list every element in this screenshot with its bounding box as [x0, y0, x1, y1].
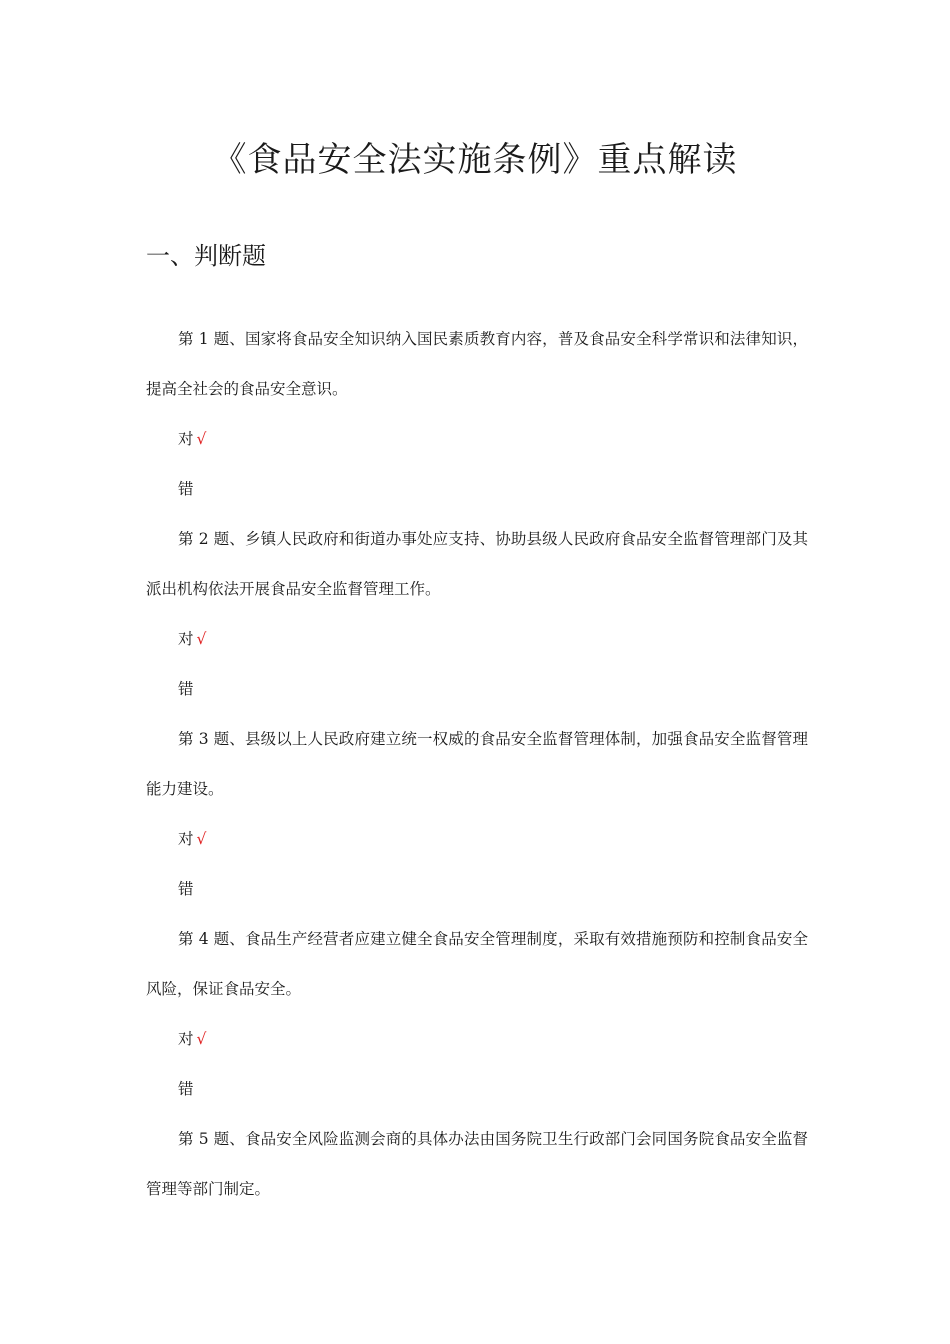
answer-option: [146, 664, 808, 714]
question-number: 第 1 题、: [178, 330, 245, 348]
question-item: [146, 514, 808, 714]
answer-option: [146, 1014, 808, 1064]
answer-option: [146, 464, 808, 514]
question-text-block: [146, 714, 808, 814]
question-text: 县级以上人民政府建立统一权威的食品安全监督管理体制，加强食品安全监督管理能力建设。: [146, 730, 808, 798]
answer-option-label: 错: [178, 1080, 194, 1098]
question-list: [146, 314, 808, 1214]
answer-option: [146, 414, 808, 464]
question-number: 第 5 题、: [178, 1130, 245, 1148]
question-item: [146, 714, 808, 914]
question-text-block: [146, 314, 808, 414]
question-text: 乡镇人民政府和街道办事处应支持、协助县级人民政府食品安全监督管理部门及其派出机构依法开展食品安全监督管理工作。: [146, 530, 808, 598]
answer-option-label: 错: [178, 480, 194, 498]
question-text-block: [146, 914, 808, 1014]
correct-check-icon: √: [196, 630, 207, 648]
question-text: 食品生产经营者应建立健全食品安全管理制度，采取有效措施预防和控制食品安全风险，保证食品安全。: [146, 930, 808, 998]
answer-option: [146, 614, 808, 664]
correct-check-icon: √: [196, 430, 207, 448]
answer-option-label: 对: [178, 830, 194, 848]
question-number: 第 4 题、: [178, 930, 245, 948]
question-number: 第 3 题、: [178, 730, 245, 748]
section-heading: 一、判断题: [146, 242, 266, 270]
question-text: 国家将食品安全知识纳入国民素质教育内容，普及食品安全科学常识和法律知识，提高全社会的食品安全意识。: [146, 330, 808, 398]
document-title: 《食品安全法实施条例》重点解读: [212, 140, 738, 180]
answer-option: [146, 864, 808, 914]
question-text-block: [146, 514, 808, 614]
answer-option-label: 对: [178, 1030, 194, 1048]
question-number: 第 2 题、: [178, 530, 245, 548]
answer-option-label: 错: [178, 880, 194, 898]
question-text-block: [146, 1114, 808, 1214]
answer-option: [146, 1064, 808, 1114]
question-item: [146, 314, 808, 514]
question-text: 食品安全风险监测会商的具体办法由国务院卫生行政部门会同国务院食品安全监督管理等部门制定。: [146, 1130, 808, 1198]
answer-option-label: 对: [178, 630, 194, 648]
answer-option-label: 错: [178, 680, 194, 698]
answer-option: [146, 814, 808, 864]
correct-check-icon: √: [196, 1030, 207, 1048]
question-item: [146, 1114, 808, 1214]
question-item: [146, 914, 808, 1114]
correct-check-icon: √: [196, 830, 207, 848]
answer-option-label: 对: [178, 430, 194, 448]
